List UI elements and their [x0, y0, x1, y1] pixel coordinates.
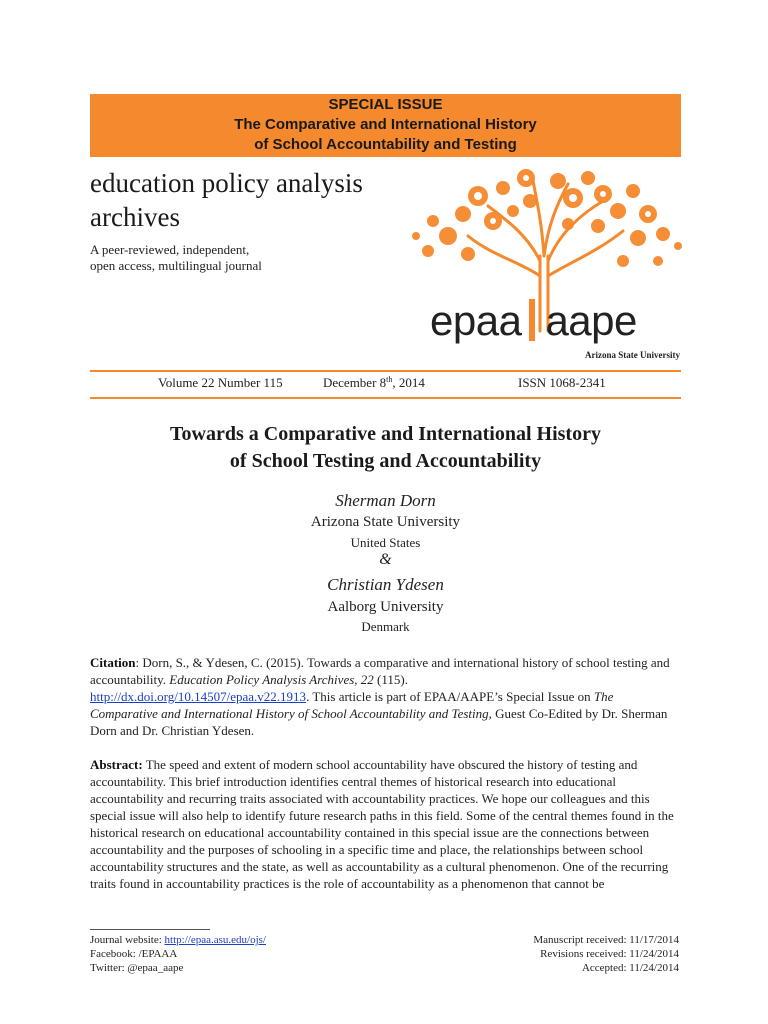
citation-text-3: Guest Co-Edited by Dr. Sherman Dorn and Dr. Christian Ydesen. — [90, 706, 668, 738]
issue-date-sup: th — [386, 375, 393, 384]
citation-paragraph — [90, 654, 681, 739]
citation-text: : Dorn, S., & Ydesen, C. (2015). Towards a comparative and international history of school testing and accountability. — [90, 655, 670, 687]
journal-desc-line-1: A peer-reviewed, independent, — [90, 242, 250, 257]
footer-dates — [420, 933, 679, 975]
website-label: Journal website: — [90, 934, 165, 946]
revisions-received: Revisions received: 11/24/2014 — [540, 948, 679, 960]
banner-line-2: The Comparative and International History — [234, 116, 537, 133]
citation-text-2: . This article is part of EPAA/AAPE’s Special Issue on — [306, 689, 594, 704]
banner-line-3: of School Accountability and Testing — [254, 136, 517, 153]
institution-label: Arizona State University — [585, 350, 680, 360]
author-name: Sherman Dorn — [335, 491, 436, 510]
issue-date-year: , 2014 — [392, 375, 425, 390]
divider-bottom — [90, 397, 681, 399]
footer-website — [90, 933, 390, 947]
author-name: Christian Ydesen — [327, 575, 444, 594]
footer-facebook: Facebook: /EPAAA — [90, 948, 178, 960]
abstract-text: The speed and extent of modern school accountability have obscured the history of testing and accountability. This brief introduction identifies central themes of historical research into educational accountability and recurring traits associated with accountability practices. We hope our colleagues and this special issue will also help to identify future research paths in this field. Some of the central themes found in the historical research on educational accountability contained in this special issue are the connections between accountability and the purposes of schooling in a specific time and place, the relationships between school accountability structures and the state, as well as accountability as a cultural phenomenon. One of the recurring traits found in accountability practices is the role of accountability as a phenomenon that cannot be — [90, 757, 674, 891]
author-country: Denmark — [361, 619, 410, 634]
author-country: United States — [350, 535, 421, 550]
logo-trunk-bar — [529, 299, 535, 341]
footer-twitter: Twitter: @epaa_aape — [90, 962, 184, 974]
logo-left: epaa — [430, 297, 522, 344]
journal-description — [90, 242, 330, 274]
journal-name — [90, 166, 410, 234]
issue-date — [323, 374, 425, 392]
issn: ISSN 1068-2341 — [518, 375, 606, 390]
citation-special-issue: The Comparative and International History of School Accountability and Testing, — [90, 689, 614, 721]
abstract-label: Abstract: — [90, 757, 143, 772]
author-separator: & — [379, 551, 392, 568]
journal-name-line-2: archives — [90, 202, 180, 232]
citation-issue: (115). — [373, 672, 408, 687]
accepted-date: Accepted: 11/24/2014 — [581, 962, 679, 974]
logo-wordmark — [430, 296, 670, 346]
doi-link[interactable]: http://dx.doi.org/10.14507/epaa.v22.1913 — [90, 689, 307, 704]
title-line-1: Towards a Comparative and International History — [170, 423, 601, 445]
volume-number: Volume 22 Number 115 — [158, 375, 283, 390]
issue-info — [90, 374, 681, 394]
citation-label: Citation — [90, 655, 136, 670]
author-affiliation: Aalborg University — [327, 599, 444, 615]
abstract-paragraph — [90, 756, 681, 892]
author-affiliation: Arizona State University — [310, 514, 461, 530]
banner-line-1: SPECIAL ISSUE — [328, 96, 443, 113]
article-title — [90, 421, 681, 475]
citation-journal: Education Policy Analysis Archives, 22 — [169, 672, 374, 687]
journal-name-line-1: education policy analysis — [90, 168, 363, 198]
journal-website-link[interactable]: http://epaa.asu.edu/ojs/ — [164, 934, 266, 946]
special-issue-banner — [90, 94, 681, 157]
manuscript-received: Manuscript received: 11/17/2014 — [533, 934, 679, 946]
logo-right: aape — [545, 297, 637, 344]
footer-divider — [90, 929, 210, 930]
issue-date-day: December 8 — [323, 375, 387, 390]
journal-desc-line-2: open access, multilingual journal — [90, 258, 262, 273]
footer-contacts — [90, 933, 390, 975]
divider-top — [90, 370, 681, 372]
title-line-2: of School Testing and Accountability — [229, 450, 542, 472]
